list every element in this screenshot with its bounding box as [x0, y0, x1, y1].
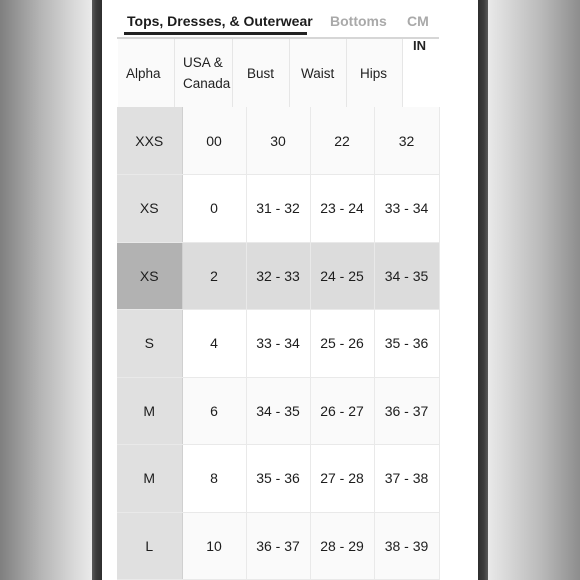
table-row: [117, 107, 439, 175]
cell-waist: 24 - 25: [310, 242, 374, 310]
cell-hips: 36 - 37: [374, 377, 439, 445]
size-tabs: [102, 0, 478, 40]
tab-bottoms[interactable]: Bottoms: [330, 13, 387, 29]
cell-waist: 25 - 26: [310, 310, 374, 378]
table-row: [117, 310, 439, 378]
cell-alpha: S: [117, 310, 182, 378]
cell-bust: 35 - 36: [246, 445, 310, 513]
cell-usa-canada: 6: [182, 377, 246, 445]
background-right: [487, 0, 580, 580]
cell-alpha: XS: [117, 175, 182, 243]
cell-usa-canada: 4: [182, 310, 246, 378]
cell-waist: 26 - 27: [310, 377, 374, 445]
cell-alpha: M: [117, 445, 182, 513]
cell-waist: 22: [310, 107, 374, 175]
size-table: [117, 107, 440, 580]
cell-waist: 23 - 24: [310, 175, 374, 243]
size-chart-screen: [102, 0, 478, 580]
cell-bust: 33 - 34: [246, 310, 310, 378]
cell-usa-canada: 00: [182, 107, 246, 175]
table-row: [117, 242, 439, 310]
cell-waist: 28 - 29: [310, 512, 374, 580]
cell-hips: 32: [374, 107, 439, 175]
table-row: [117, 175, 439, 243]
cell-waist: 27 - 28: [310, 445, 374, 513]
cell-bust: 30: [246, 107, 310, 175]
cell-hips: 33 - 34: [374, 175, 439, 243]
phone-bezel-left: [92, 0, 102, 580]
cell-alpha: M: [117, 377, 182, 445]
header-waist: Waist: [290, 39, 347, 107]
cell-usa-canada: 8: [182, 445, 246, 513]
table-row: [117, 445, 439, 513]
unit-toggle-cm[interactable]: CM: [407, 13, 429, 29]
tab-tops-dresses-outerwear[interactable]: Tops, Dresses, & Outerwear: [127, 13, 313, 29]
cell-usa-canada: 2: [182, 242, 246, 310]
header-alpha: Alpha: [118, 39, 175, 107]
cell-hips: 38 - 39: [374, 512, 439, 580]
header-bust: Bust: [233, 39, 290, 107]
phone-bezel-right: [478, 0, 488, 580]
header-usa-canada: [175, 39, 233, 107]
header-usa-canada-label: USA & Canada: [183, 55, 231, 91]
cell-bust: 36 - 37: [246, 512, 310, 580]
cell-bust: 32 - 33: [246, 242, 310, 310]
cell-hips: 35 - 36: [374, 310, 439, 378]
cell-usa-canada: 0: [182, 175, 246, 243]
cell-alpha: XS: [117, 242, 182, 310]
cell-alpha: XXS: [117, 107, 182, 175]
cell-alpha: L: [117, 512, 182, 580]
cell-hips: 37 - 38: [374, 445, 439, 513]
unit-toggle-in[interactable]: IN: [413, 38, 426, 53]
table-header: [118, 39, 403, 107]
cell-hips: 34 - 35: [374, 242, 439, 310]
cell-bust: 31 - 32: [246, 175, 310, 243]
table-row: [117, 512, 439, 580]
header-hips: Hips: [347, 39, 403, 107]
cell-usa-canada: 10: [182, 512, 246, 580]
table-row: [117, 377, 439, 445]
active-tab-indicator: [124, 32, 307, 35]
cell-bust: 34 - 35: [246, 377, 310, 445]
